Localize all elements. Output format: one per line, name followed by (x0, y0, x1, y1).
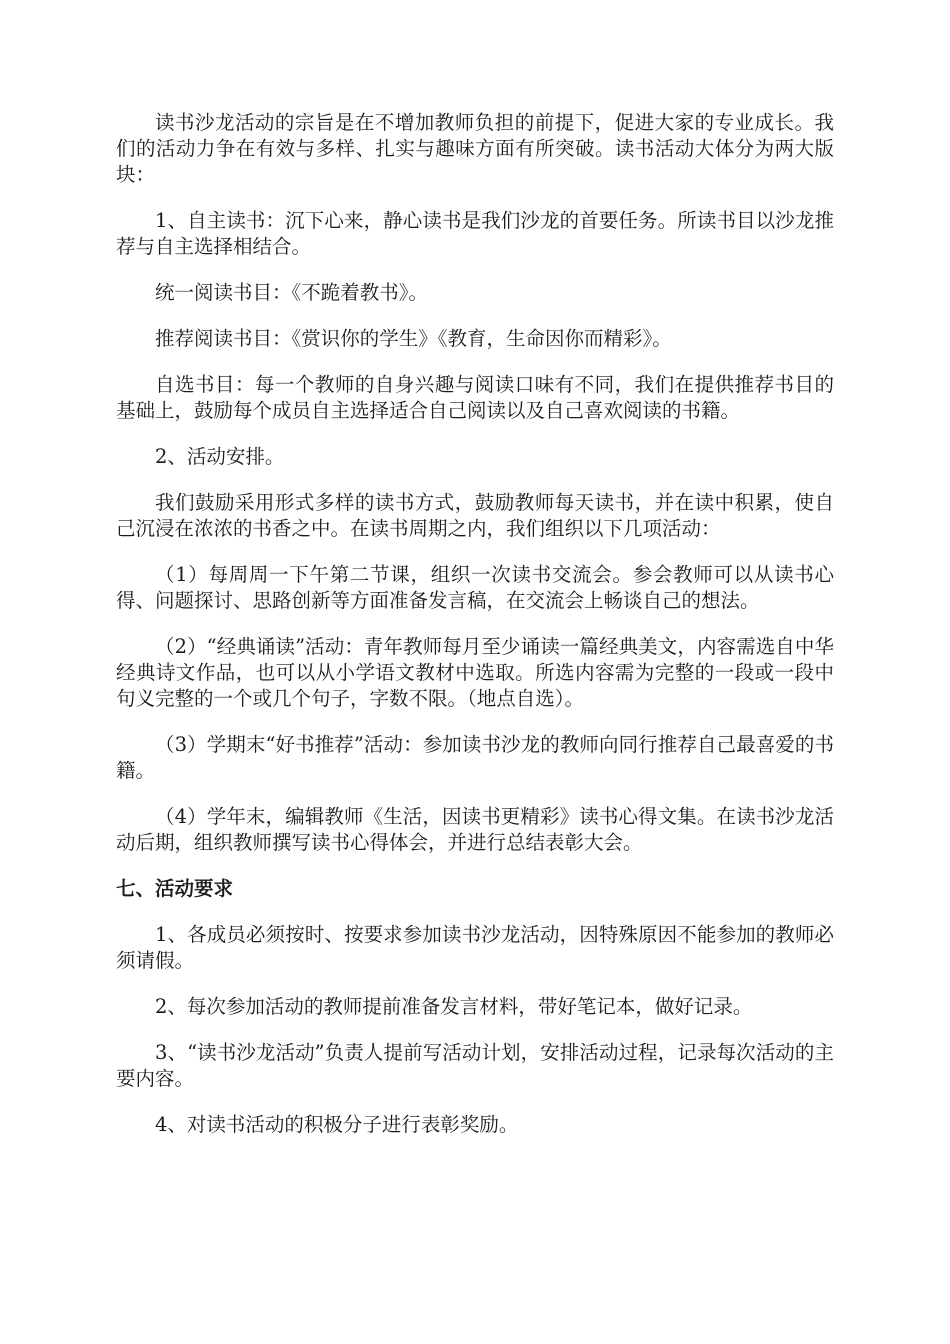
document-page (116, 110, 834, 1158)
list-item-classic-recitation: （2）“经典诵读”活动：青年教师每月至少诵读一篇经典美文，内容需选自中华经典诗文作品，也可以从小学语文教材中选取。所选内容需为完整的一段或一段中句义完整的一个或几个句子，字数不限。（地点自选）。 (116, 635, 834, 710)
paragraph-unified-booklist: 统一阅读书目：《不跪着教书》。 (155, 281, 429, 304)
requirement-preparation: 2、每次参加活动的教师提前准备发言材料，带好笔记本，做好记录。 (155, 995, 753, 1018)
paragraph-self-reading: 1、自主读书：沉下心来，静心读书是我们沙龙的首要任务。所读书目以沙龙推荐与自主选择相结合。 (116, 209, 834, 258)
list-item-year-end-collection: （4）学年末，编辑教师《生活，因读书更精彩》读书心得文集。在读书沙龙活动后期，组织教师撰写读书心得体会，并进行总结表彰大会。 (116, 805, 834, 854)
paragraph-purpose: 读书沙龙活动的宗旨是在不增加教师负担的前提下，促进大家的专业成长。我们的活动力争在有效与多样、扎实与趣味方面有所突破。读书活动大体分为两大版块： (116, 111, 834, 186)
list-item-weekly-exchange: （1）每周周一下午第二节课，组织一次读书交流会。参会教师可以从读书心得、问题探讨、思路创新等方面准备发言稿，在交流会上畅谈自己的想法。 (116, 563, 834, 612)
paragraph-reading-methods: 我们鼓励采用形式多样的读书方式，鼓励教师每天读书，并在读中积累，使自己沉浸在浓浓的书香之中。在读书周期之内，我们组织以下几项活动： (116, 491, 834, 540)
paragraph-recommended-booklist: 推荐阅读书目：《赏识你的学生》《教育，生命因你而精彩》。 (155, 327, 672, 350)
requirement-attendance: 1、各成员必须按时、按要求参加读书沙龙活动，因特殊原因不能参加的教师必须请假。 (116, 923, 834, 972)
requirement-recognition: 4、对读书活动的积极分子进行表彰奖励。 (155, 1113, 519, 1136)
list-item-book-recommendation: （3）学期末“好书推荐”活动：参加读书沙龙的教师向同行推荐自己最喜爱的书籍。 (116, 733, 834, 782)
requirement-planning: 3、“读书沙龙活动”负责人提前写活动计划，安排活动过程，记录每次活动的主要内容。 (116, 1041, 834, 1090)
paragraph-activity-arrangement: 2、活动安排。 (155, 445, 285, 468)
paragraph-self-selected-books: 自选书目：每一个教师的自身兴趣与阅读口味有不同，我们在提供推荐书目的基础上，鼓励每个成员自主选择适合自己阅读以及自己喜欢阅读的书籍。 (116, 373, 834, 422)
section-heading-requirements: 七、活动要求 (116, 877, 234, 900)
